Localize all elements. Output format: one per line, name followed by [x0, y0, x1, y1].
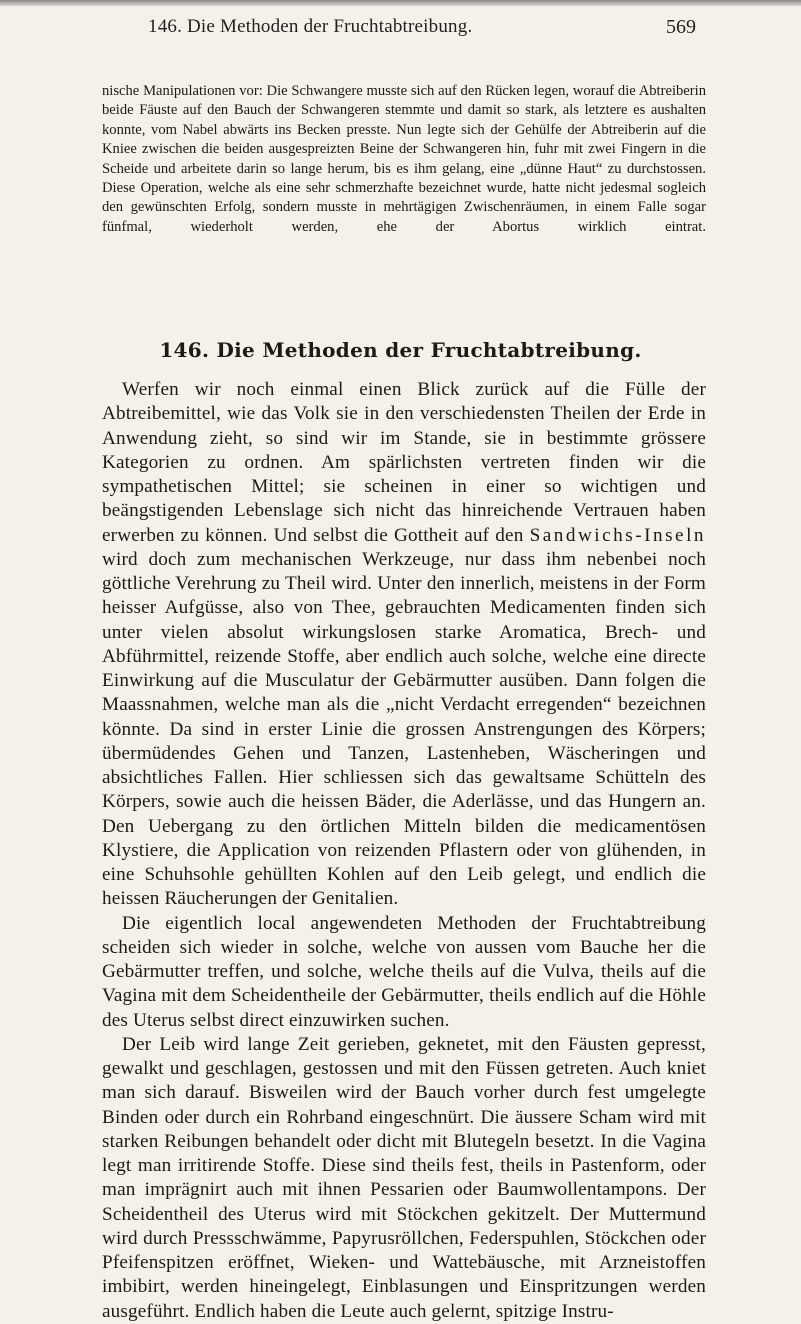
paragraph-2: Die eigentlich local angewendeten Methoden der Fruchtabtreibung scheiden sich wieder in solche, welche von aussen vom Bauche her die Gebärmutter treffen, und solche, welche theils auf die Vulva, theils auf die Vagina mit dem Scheidentheile der Gebärmutter, theils endlich auf die Höhle des Uterus selbst direct einzuwirken suchen.	[102, 912, 706, 1031]
place-name-spaced: Sandwichs-Inseln	[529, 524, 706, 546]
scan-edge	[0, 0, 801, 6]
paragraph-1-end: wird doch zum mechanischen Werkzeuge, nur dass ihm nebenbei noch göttliche Verehrung zu Theil wird. Unter den innerlich, meistens in der Form heisser Aufgüsse, also von Thee, gebrauchten Medicamenten finden sich unter vielen absolut wirkungslosen starke Aromatica, Brech- und Abführmittel, reizende Stoffe, aber endlich auch solche, welche eine directe Einwirkung auf die Musculatur der Gebärmutter ausüben. Dann folgen die Maassnahmen, welche man als die „nicht Verdacht erregenden“ bezeichnen könnte. Da sind in erster Linie die grossen Anstrengungen des Körpers; übermüdendes Gehen und Tanzen, Lastenheben, Wäscheringen und absichtliches Fallen. Hier schliessen sich das gewaltsame Schütteln des Körpers, sowie auch die heissen Bäder, die Aderlässe, und das Hungern an. Den Uebergang zu den örtlichen Mitteln bilden die medicamentösen Klystiere, die Application von reizenden Pflastern oder von glühenden, in eine Schuhsohle gehüllten Kohlen auf den Leib gelegt, und endlich die heissen Räucherungen der Genitalien.	[102, 548, 706, 910]
paragraph-1	[102, 378, 706, 912]
paragraph-1-start: Werfen wir noch einmal einen Blick zurück auf die Fülle der Abtreibemittel, wie das Volk sie in den verschiedensten Theilen der Erde in Anwendung zieht, so sind wir im Stande, sie in bestimmte grössere Kategorien zu ordnen. Am spärlichsten vertreten finden wir die sympathetischen Mittel; sie scheinen in einer so wichtigen und beängstigenden Lebenslage sich nicht das hinreichende Vertrauen haben erwerben zu können. Und selbst die Gottheit auf den	[102, 379, 706, 546]
section-body	[102, 378, 706, 1324]
intro-paragraph-text: nische Manipulationen vor: Die Schwangere musste sich auf den Rücken legen, worauf die Abtreiberin beide Fäuste auf den Bauch der Schwangeren stemmte und damit so stark, als letztere es aushalten konnte, vom Nabel abwärts ins Becken presste. Nun legte sich der Gehülfe der Abtreiberin auf die Kniee zwischen die beiden ausgespreizten Beine der Schwangeren hin, fuhr mit zwei Fingern in die Scheide und arbeitete darin so lange herum, bis es ihm gelang, eine „dünne Haut“ zu durchstossen. Diese Operation, welche als eine sehr schmerzhafte bezeichnet wurde, hatte nicht jedesmal sogleich den gewünschten Erfolg, sondern musste in mehrtägigen Zwischenräumen, in einem Falle sogar fünfmal, wiederholt werden, ehe der Abortus wirklich eintrat.	[102, 83, 706, 235]
running-header	[0, 16, 801, 46]
paragraph-3: Der Leib wird lange Zeit gerieben, geknetet, mit den Fäusten gepresst, gewalkt und geschlagen, gestossen und mit den Füssen getreten. Auch kniet man sich darauf. Bisweilen wird der Bauch vorher durch fest umgelegte Binden oder durch ein Rohrband eingeschnürt. Die äussere Scham wird mit starken Reibungen behandelt oder dicht mit Blutegeln besetzt. In die Vagina legt man irritirende Stoffe. Diese sind theils fest, theils in Pastenform, oder man imprägnirt auch mit ihnen Pessarien oder Baumwollentampons. Der Scheidentheil des Uterus wird mit Stöckchen gekitzelt. Der Muttermund wird durch Pressschwämme, Papyrusröllchen, Federspuhlen, Stöckchen oder Pfeifenspitzen eröffnet, Wieken- und Wattebäusche, mit Arzneistoffen imbibirt, werden hineingelegt, Einblasungen und Einspritzungen werden ausgeführt. Endlich haben die Leute auch gelernt, spitzige Instru-	[102, 1033, 706, 1322]
page-number: 569	[666, 16, 696, 38]
running-title: 146. Die Methoden der Fruchtabtreibung.	[148, 16, 473, 37]
intro-paragraph	[102, 82, 706, 237]
section-heading: 146. Die Methoden der Fruchtabtreibung.	[159, 338, 642, 362]
